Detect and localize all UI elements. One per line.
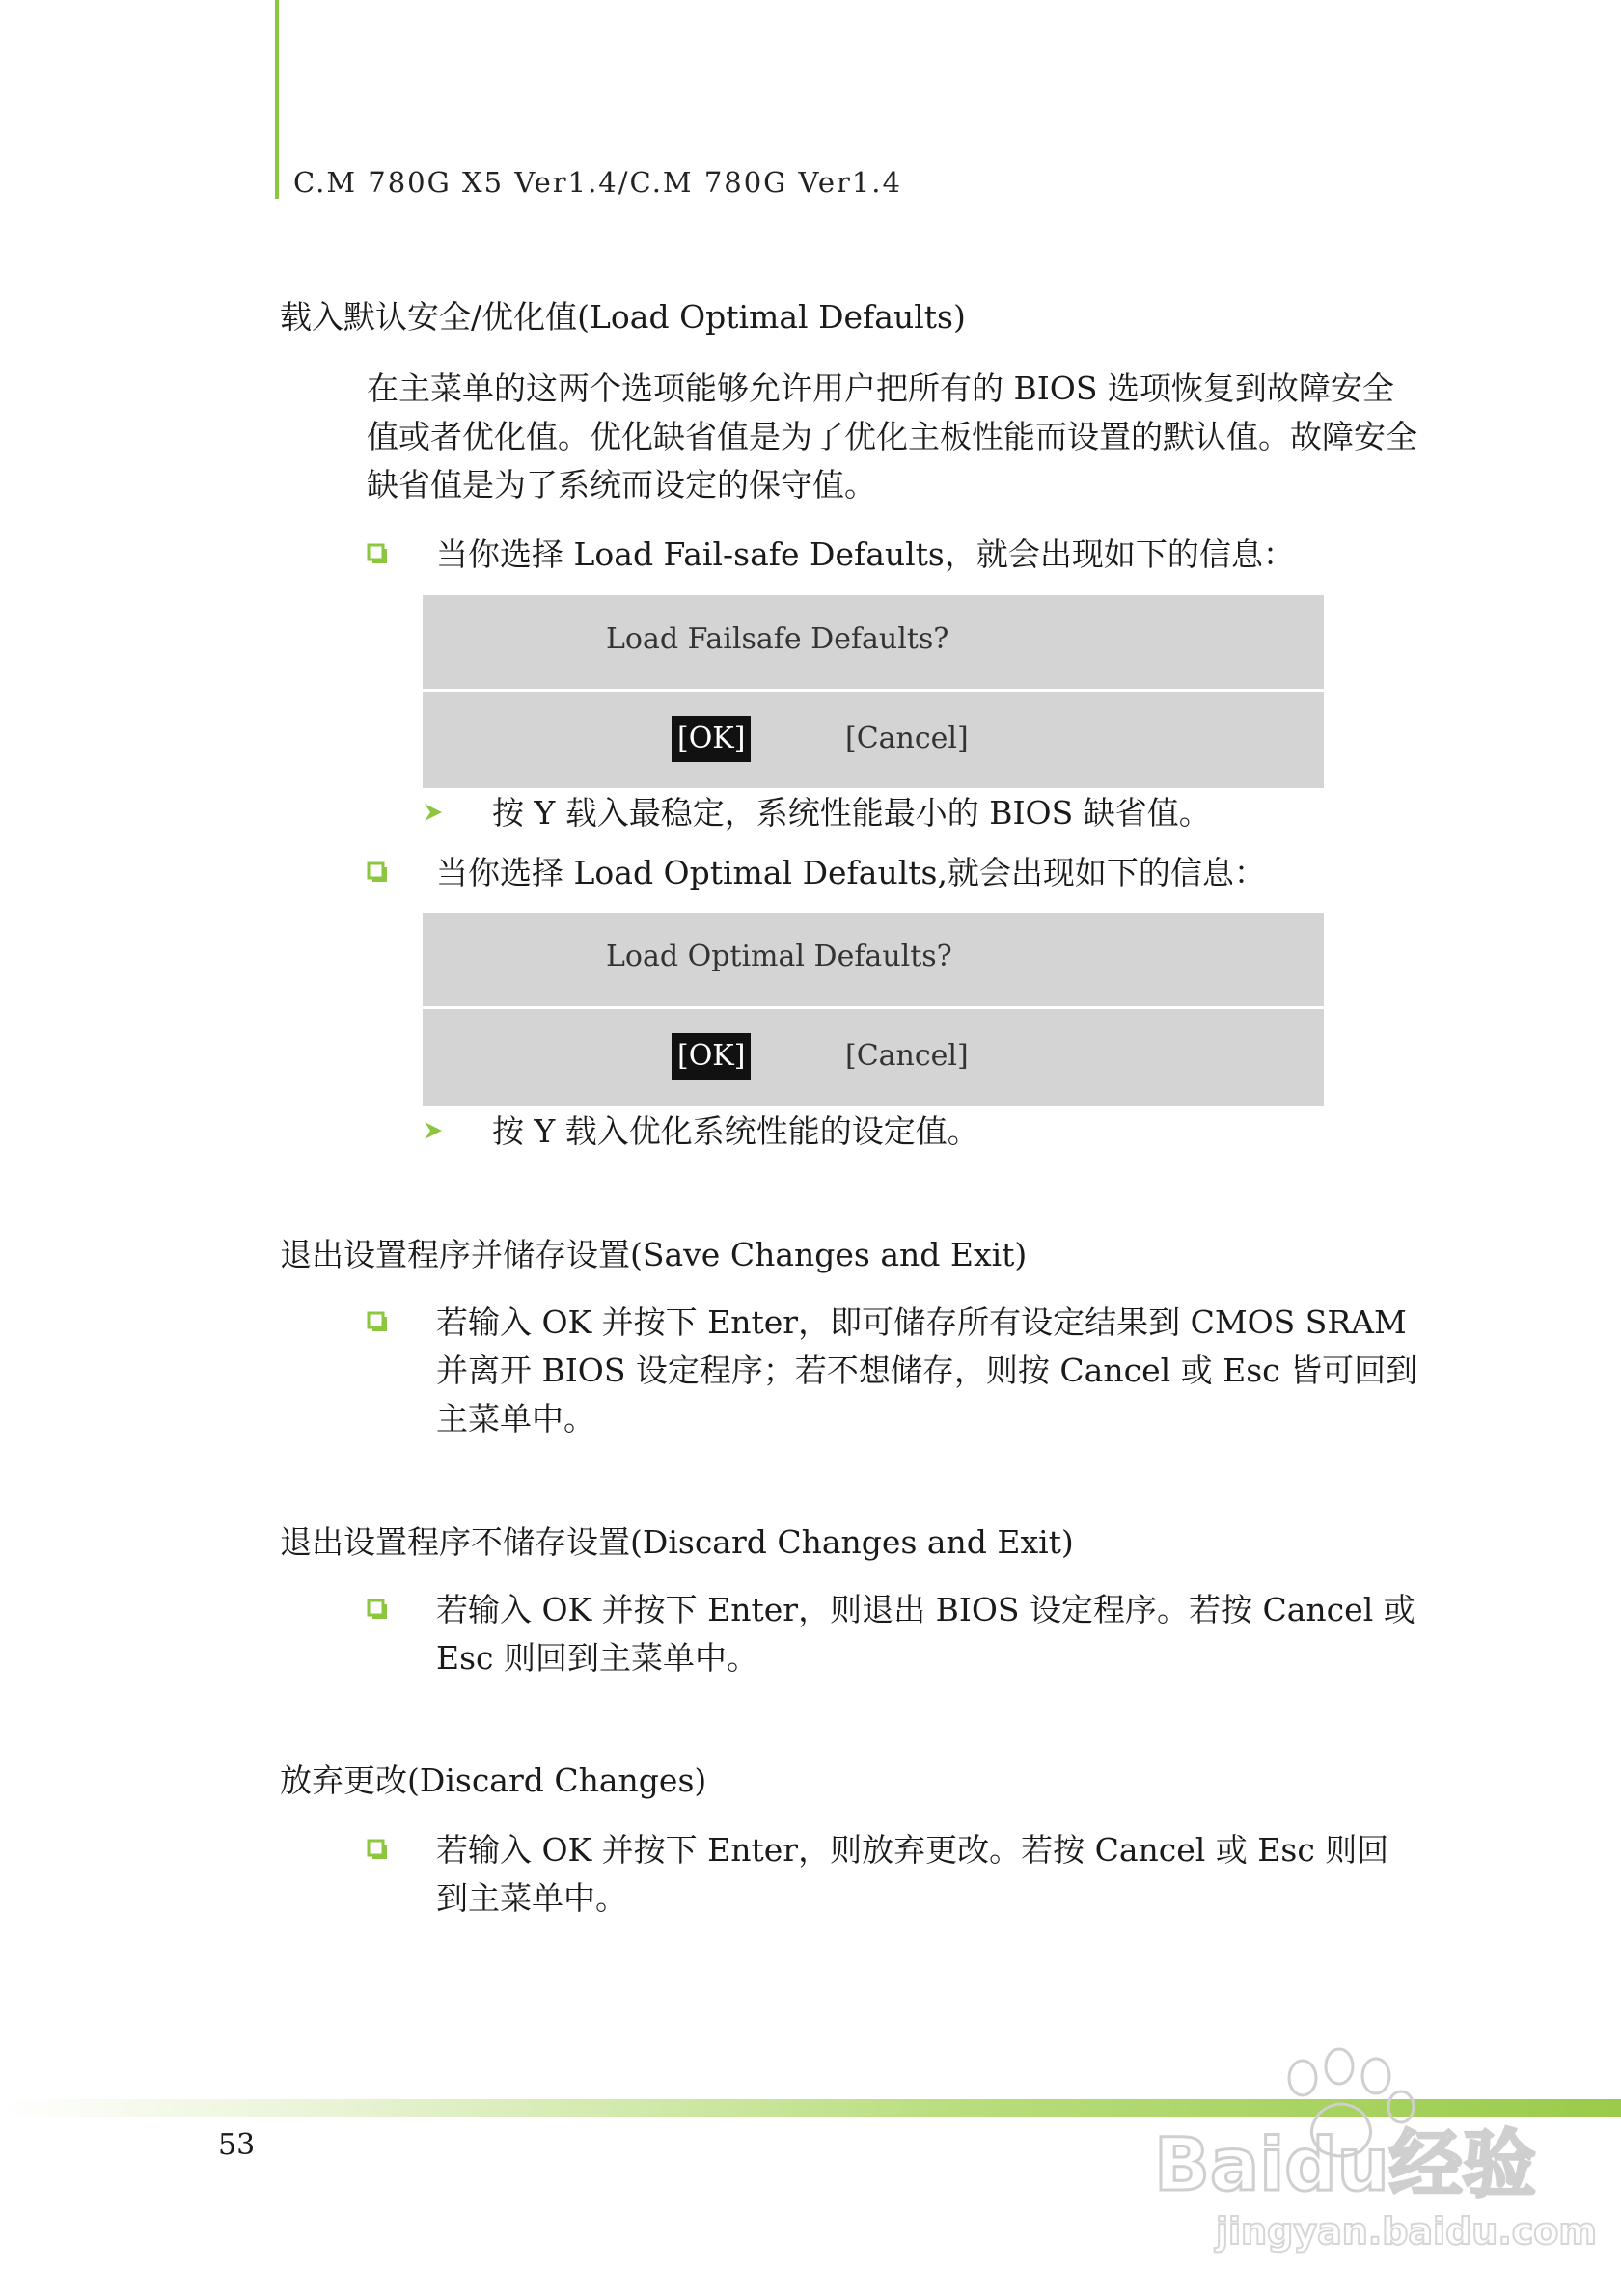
checkbox-bullet-icon <box>367 1839 388 1860</box>
dialog-buttons-row <box>423 1009 1324 1106</box>
watermark-brand: Baidu经验 <box>1154 2121 1536 2207</box>
dialog-question-row <box>423 595 1324 689</box>
section-title-discard: 放弃更改(Discard Changes) <box>280 1762 707 1799</box>
dialog-question: Load Failsafe Defaults? <box>606 622 949 656</box>
section-paragraph-load-defaults: 在主菜单的这两个选项能够允许用户把所有的 BIOS 选项恢复到故障安全值或者优化值。优化缺省值是为了优化主板性能而设置的默认值。故障安全缺省值是为了系统而设定的保守值。 <box>367 369 1417 504</box>
arrow-bullet-icon <box>423 802 444 823</box>
section-title-discard-exit: 退出设置程序不储存设置(Discard Changes and Exit) <box>280 1523 1074 1561</box>
arrow-text: 按 Y 载入优化系统性能的设定值。 <box>492 1112 979 1150</box>
arrow-text: 按 Y 载入最稳定，系统性能最小的 BIOS 缺省值。 <box>492 794 1211 832</box>
bullet-text: 当你选择 Load Optimal Defaults,就会出现如下的信息： <box>436 854 1266 891</box>
arrow-bullet-icon <box>423 1120 444 1141</box>
section-title-save-exit: 退出设置程序并储存设置(Save Changes and Exit) <box>280 1236 1028 1273</box>
bullet-text: 当你选择 Load Fail-safe Defaults，就会出现如下的信息： <box>436 535 1295 573</box>
dialog-buttons-row <box>423 692 1324 788</box>
bullet-text: 若输入 OK 并按下 Enter，即可储存所有设定结果到 CMOS SRAM 并离开 BIOS 设定程序；若不想储存，则按 Cancel 或 Esc 皆可回到主菜单中。 <box>436 1303 1418 1437</box>
watermark-url: jingyan.baidu.com <box>1216 2210 1597 2253</box>
checkbox-bullet-icon <box>367 1599 388 1620</box>
section-title-load-defaults: 载入默认安全/优化值(Load Optimal Defaults) <box>280 298 966 336</box>
checkbox-bullet-icon <box>367 543 388 564</box>
failsafe-dialog <box>423 595 1324 788</box>
bullet-text: 若输入 OK 并按下 Enter，则退出 BIOS 设定程序。若按 Cancel 或 Esc 则回到主菜单中。 <box>436 1591 1415 1677</box>
ok-button[interactable]: [OK] <box>672 716 751 762</box>
checkbox-bullet-icon <box>367 861 388 883</box>
dialog-question-row <box>423 913 1324 1006</box>
baidu-watermark-logo <box>1148 2045 1597 2257</box>
cancel-button[interactable]: [Cancel] <box>845 722 969 755</box>
dialog-question: Load Optimal Defaults? <box>606 940 952 973</box>
optimal-dialog <box>423 913 1324 1106</box>
cancel-button[interactable]: [Cancel] <box>845 1039 969 1073</box>
header-accent-bar <box>275 0 279 199</box>
model-header: C.M 780G X5 Ver1.4/C.M 780G Ver1.4 <box>293 166 902 199</box>
page-number: 53 <box>218 2128 256 2162</box>
ok-button[interactable]: [OK] <box>672 1033 751 1080</box>
checkbox-bullet-icon <box>367 1311 388 1332</box>
bullet-text: 若输入 OK 并按下 Enter，则放弃更改。若按 Cancel 或 Esc 则回到主菜单中。 <box>436 1831 1389 1917</box>
